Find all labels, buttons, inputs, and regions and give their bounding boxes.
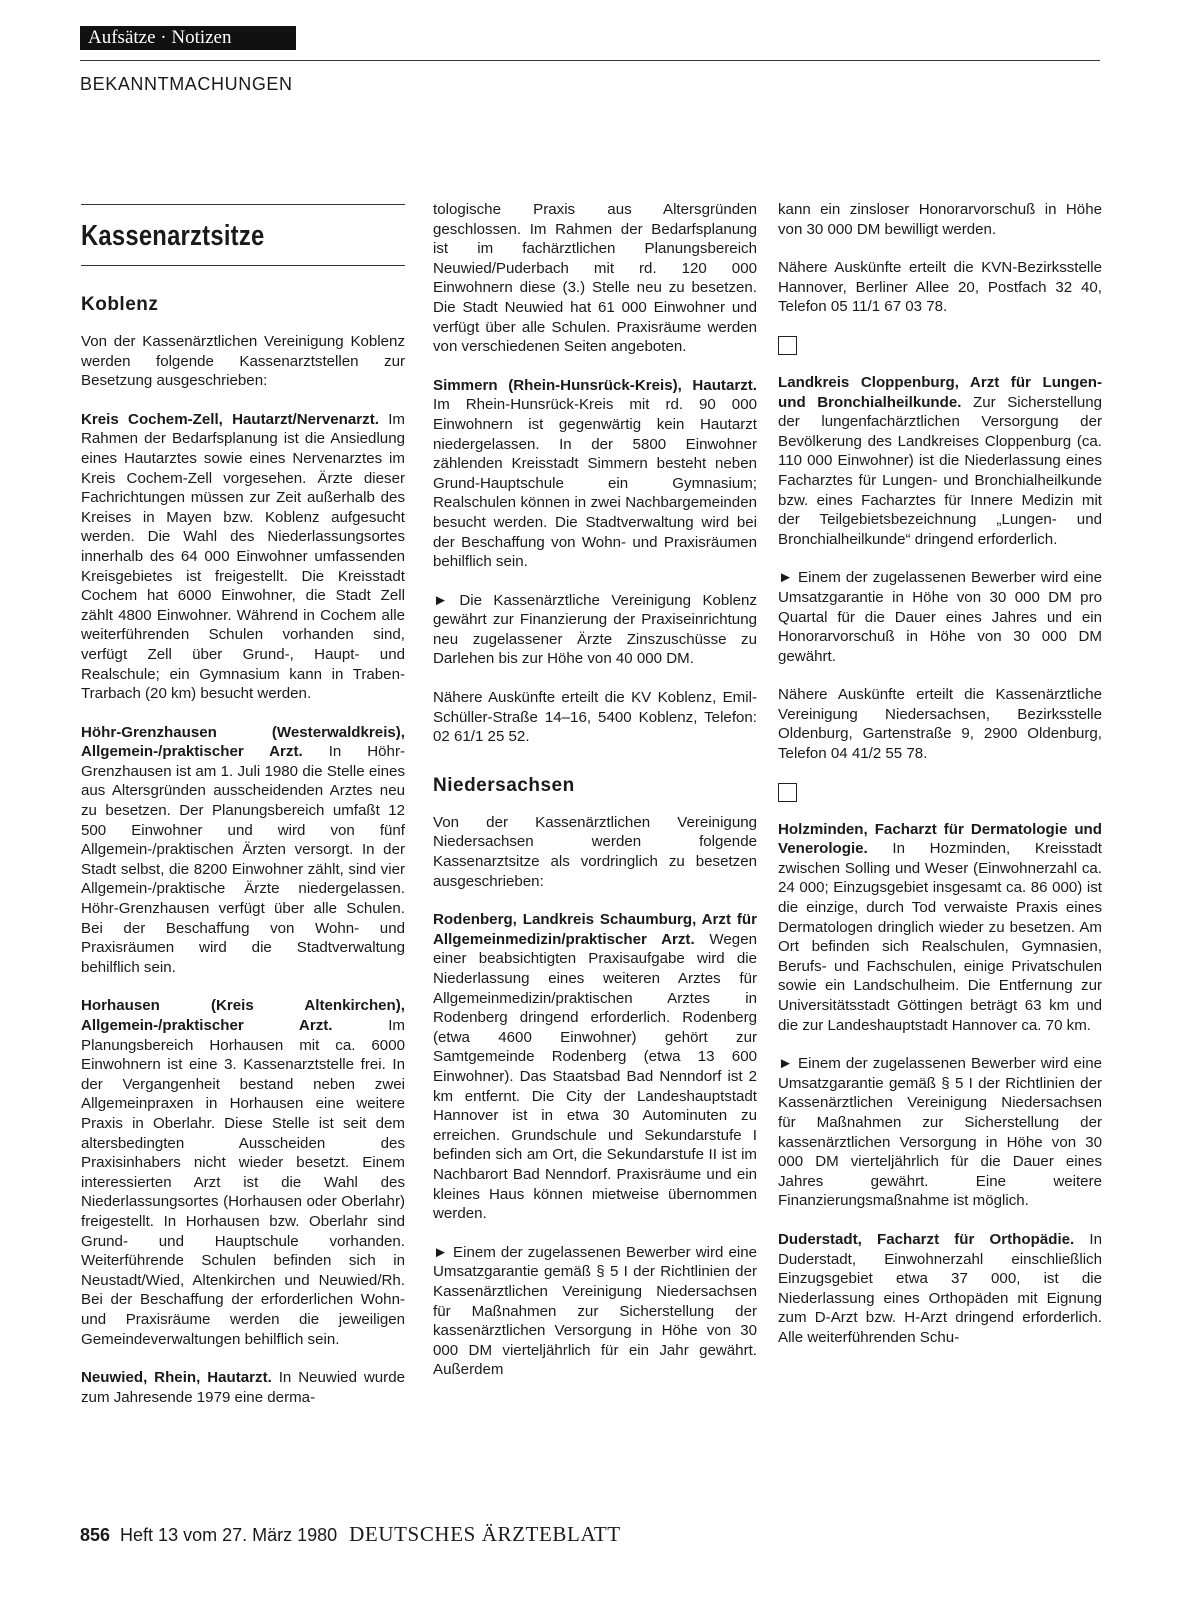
contact-koblenz: Nähere Auskünfte erteilt die KV Koblenz, Emil-Schüller-Straße 14–16, 5400 Koblenz, Telefon: 02 61/1 25 52. (433, 689, 757, 746)
section-tag: Aufsätze · Notizen (80, 26, 296, 50)
entry-cloppenburg (778, 373, 1102, 549)
title-rule-bottom (81, 265, 405, 266)
column-2 (433, 200, 757, 1399)
contact-oldenburg: Nähere Auskünfte erteilt die Kassenärztliche Vereinigung Niedersachsen, Bezirksstelle Oldenburg, Gartenstraße 9, 2900 Oldenburg, Telefon 04 41/2 55 78. (778, 686, 1102, 763)
magazine-name: DEUTSCHES ÄRZTEBLATT (349, 1522, 621, 1546)
article-title: Kassenarztsitze (81, 220, 265, 252)
entry-title: Landkreis Cloppenburg, Arzt für Lungen- und Bronchialheilkunde. (778, 373, 1102, 411)
continued-text: tologische Praxis aus Altersgründen geschlossen. Im Rahmen der Bedarfsplanung ist im fachärztlichen Planungsbereich Neuwied/Puderbach mit rd. 120 000 Einwohnern diese (3.) Stelle neu zu besetzen. Die Stadt Neuwied hat 61 000 Einwohner und verfügt über alle Schulen. Praxisräume werden von verschiedenen Seiten angeboten. (433, 201, 757, 356)
header-rule (80, 60, 1100, 61)
intro-koblenz: Von der Kassenärztlichen Vereinigung Koblenz werden folgende Kassenarztstellen zur Besetzung ausgeschrieben: (81, 333, 405, 390)
entry-neuwied (81, 1368, 405, 1407)
intro-niedersachsen: Von der Kassenärztlichen Vereinigung Niedersachsen werden folgende Kassenarztsitze als vordringlich zu besetzen ausgeschrieben: (433, 813, 757, 890)
entry-horhausen (81, 996, 405, 1349)
entry-title: Kreis Cochem-Zell, Hautarzt/Nervenarzt. (81, 410, 379, 428)
entry-text: Im Rahmen der Bedarfsplanung ist die Ansiedlung eines Hautarztes sowie eines Nervenarztes im Kreis Cochem-Zell vorgesehen. Ärzte dieser Fachrichtungen müssen zur Zeit außerhalb des Kreises in Mayen bzw. Koblenz aufgesucht werden. Die Wahl des Niederlassungsortes innerhalb des 64 000 Einwohner umfassenden Kreisgebietes ist freigestellt. Die Kreisstadt Cochem hat 6000 Einwohner, die Stadt Zell zählt 4800 Einwohner. Während in Cochem alle weiterführenden Schulen vorhanden sind, verfügt Zell über Grund-, Haupt- und Realschule; ein Gymnasium kann in Traben-Trarbach (20 km) besucht werden. (81, 410, 405, 703)
entry-text: In Neuwied wurde zum Jahresende 1979 eine derma- (81, 1369, 405, 1406)
title-rule-top (81, 204, 405, 205)
note-cloppenburg: ► Einem der zugelassenen Bewerber wird eine Umsatzgarantie in Höhe von 30 000 DM pro Quartal für die Dauer eines Jahres und ein Honorarvorschuß in Höhe von 30 000 DM gewährt. (778, 569, 1102, 665)
note-koblenz: ► Die Kassenärztliche Vereinigung Koblenz gewährt zur Finanzierung der Praxiseinrichtung neu zugelassener Ärzte Zinszuschüsse zu Darlehen bis zur Höhe von 40 000 DM. (433, 591, 757, 668)
heading-niedersachsen: Niedersachsen (433, 774, 575, 796)
entry-cochem-zell (81, 410, 405, 704)
entry-rodenberg (433, 910, 757, 1224)
column-1 (81, 204, 405, 1426)
entry-text: Zur Sicherstellung der lungenfachärztlichen Versorgung der Bevölkerung des Landkreises Cloppenburg (ca. 110 000 Einwohner) ist die Niederlassung eines Facharztes für Lungen- und Bronchialheilkunde bzw. eines Facharztes für Innere Medizin mit der Teilgebietsbezeichnung „Lungen- und Bronchialheilkunde“ dringend erforderlich. (778, 393, 1103, 548)
contact-hannover: Nähere Auskünfte erteilt die KVN-Bezirksstelle Hannover, Berliner Allee 20, Postfach 32 40, Telefon 05 11/1 67 03 78. (778, 259, 1102, 316)
entry-title: Duderstadt, Facharzt für Orthopädie. (778, 1230, 1075, 1248)
entry-text: Wegen einer beabsichtigten Praxisaufgabe wird die Niederlassung eines weiteren Arztes für Allgemeinmedizin/praktischen Arztes in Rodenberg dringend erforderlich. Rodenberg (etwa 4600 Einwohner) gehört zur Samtgemeinde Rodenberg (etwa 13 600 Einwohner). Das Staatsbad Bad Nenndorf ist 2 km entfernt. Die City der Landeshauptstadt Hannover ist in etwa 30 Autominuten zu erreichen. Grundschule und Sekundarstufe I befinden sich am Ort, die Sekundarstufe II ist im Nachbarort Bad Nenndorf. Praxisräume und ein kleines Haus können mietweise übernommen werden. (433, 930, 757, 1223)
entry-text: In Hozminden, Kreisstadt zwischen Solling und Weser (Einwohnerzahl ca. 24 000; Einzugsgebiet insgesamt ca. 86 000) ist die einzige, durch Tod verwaiste Praxis eines Dermatologen dringlich wieder zu besetzen. Am Ort befinden sich Realschulen, Gymnasien, Berufs- und Fachschulen, einige Privatschulen sowie ein Landschulheim. Die Entfernung zur Universitätsstadt Göttingen beträgt 63 km und die zur Landeshauptstadt Hannover ca. 70 km. (778, 840, 1102, 1034)
issue-info: Heft 13 vom 27. März 1980 (120, 1525, 338, 1545)
continued-text: kann ein zinsloser Honorarvorschuß in Höhe von 30 000 DM bewilligt werden. (778, 201, 1102, 238)
section-name: BEKANNTMACHUNGEN (80, 74, 293, 94)
entry-title: Horhausen (Kreis Altenkirchen), Allgemein-/praktischer Arzt. (81, 997, 405, 1034)
entry-text: In Duderstadt, Einwohnerzahl einschließlich Einzugsgebiet etwa 37 000, ist die Niederlassung eines Orthopäden mit Eignung zum D-Arzt bzw. H-Arzt dringend erforderlich. Alle weiterführenden Schu- (778, 1230, 1102, 1346)
note-rodenberg: ► Einem der zugelassenen Bewerber wird eine Umsatzgarantie gemäß § 5 I der Richtlinien der Kassenärztlichen Vereinigung Niedersachsen für Maßnahmen zur Sicherstellung der kassenärztlichen Versorgung in Höhe von 30 000 DM vierteljährlich für ein Jahr gewährt. Außerdem (433, 1243, 757, 1379)
entry-title: Rodenberg, Landkreis Schaumburg, Arzt für Allgemeinmedizin/praktischer Arzt. (433, 911, 757, 948)
note-holzminden: ► Einem der zugelassenen Bewerber wird eine Umsatzgarantie gemäß § 5 I der Richtlinien der Kassenärztlichen Vereinigung Niedersachsen für Maßnahmen zur Sicherstellung der kassenärztlichen Versorgung in Höhe von 30 000 DM vierteljährlich für die Dauer eines Jahres gewährt. Eine weitere Finanzierungsmaßnahme ist möglich. (778, 1055, 1102, 1210)
entry-text: Im Rhein-Hunsrück-Kreis mit rd. 90 000 Einwohnern ist gegenwärtig kein Hautarzt niedergelassen. In der 5800 Einwohner zählenden Kreisstadt Simmern besteht neben Grund-Hauptschule ein Gymnasium; Realschulen können in zwei Nachbargemeinden besucht werden. Die Stadtverwaltung wird bei der Beschaffung von Wohn- und Praxisräumen behilflich sein. (433, 396, 757, 571)
entry-simmern (433, 376, 757, 572)
entry-hoehr-grenzhausen (81, 723, 405, 978)
entry-duderstadt (778, 1230, 1102, 1348)
heading-koblenz: Koblenz (81, 294, 159, 315)
separator-square (778, 783, 797, 802)
page-footer (80, 1522, 621, 1547)
column-3 (778, 200, 1102, 1367)
entry-text: Im Planungsbereich Horhausen mit ca. 6000 Einwohnern ist eine 3. Kassenarztstelle frei. In der Vergangenheit bestand neben zwei Allgemeinpraxen in Horhausen eine weitere Praxis in Oberlahr. Diese Stelle ist seit dem altersbedingten Ausscheiden des Praxisinhabers nicht wieder besetzt. Einem interessierten Arzt ist die Wahl des Niederlassungsortes (Horhausen oder Oberlahr) freigestellt. In Horhausen bzw. Oberlahr sind Grund- und Hauptschule vorhanden. Weiterführende Schulen befinden sich in Neustadt/Wied, Altenkirchen und Neuwied/Rh. Bei der Beschaffung der erforderlichen Wohn- und Praxisräume werden die jeweiligen Gemeindeverwaltungen behilflich sein. (81, 1017, 405, 1348)
entry-holzminden (778, 820, 1102, 1036)
separator-square (778, 336, 797, 355)
entry-title: Simmern (Rhein-Hunsrück-Kreis), Hautarzt. (433, 376, 757, 394)
entry-title: Höhr-Grenzhausen (Westerwaldkreis), Allgemein-/praktischer Arzt. (81, 723, 405, 761)
entry-title: Neuwied, Rhein, Hautarzt. (81, 1369, 272, 1387)
entry-title: Holzminden, Facharzt für Dermatologie und Venerologie. (778, 820, 1102, 858)
page-number: 856 (80, 1525, 111, 1545)
entry-text: In Höhr-Grenzhausen ist am 1. Juli 1980 die Stelle eines aus Altersgründen ausscheidenden Arztes neu zu besetzen. Der Planungsbereich umfaßt 12 500 Einwohner und wird von fünf Allgemein-/praktischen Ärzten versorgt. In der Stadt selbst, die 8200 Einwohner zählt, sind vier Allgemein-/praktische Ärzte niedergelassen. Höhr-Grenzhausen verfügt über alle Schulen. Bei der Beschaffung von Wohn- und Praxisräumen wird die Stadtverwaltung behilflich sein. (81, 743, 406, 976)
